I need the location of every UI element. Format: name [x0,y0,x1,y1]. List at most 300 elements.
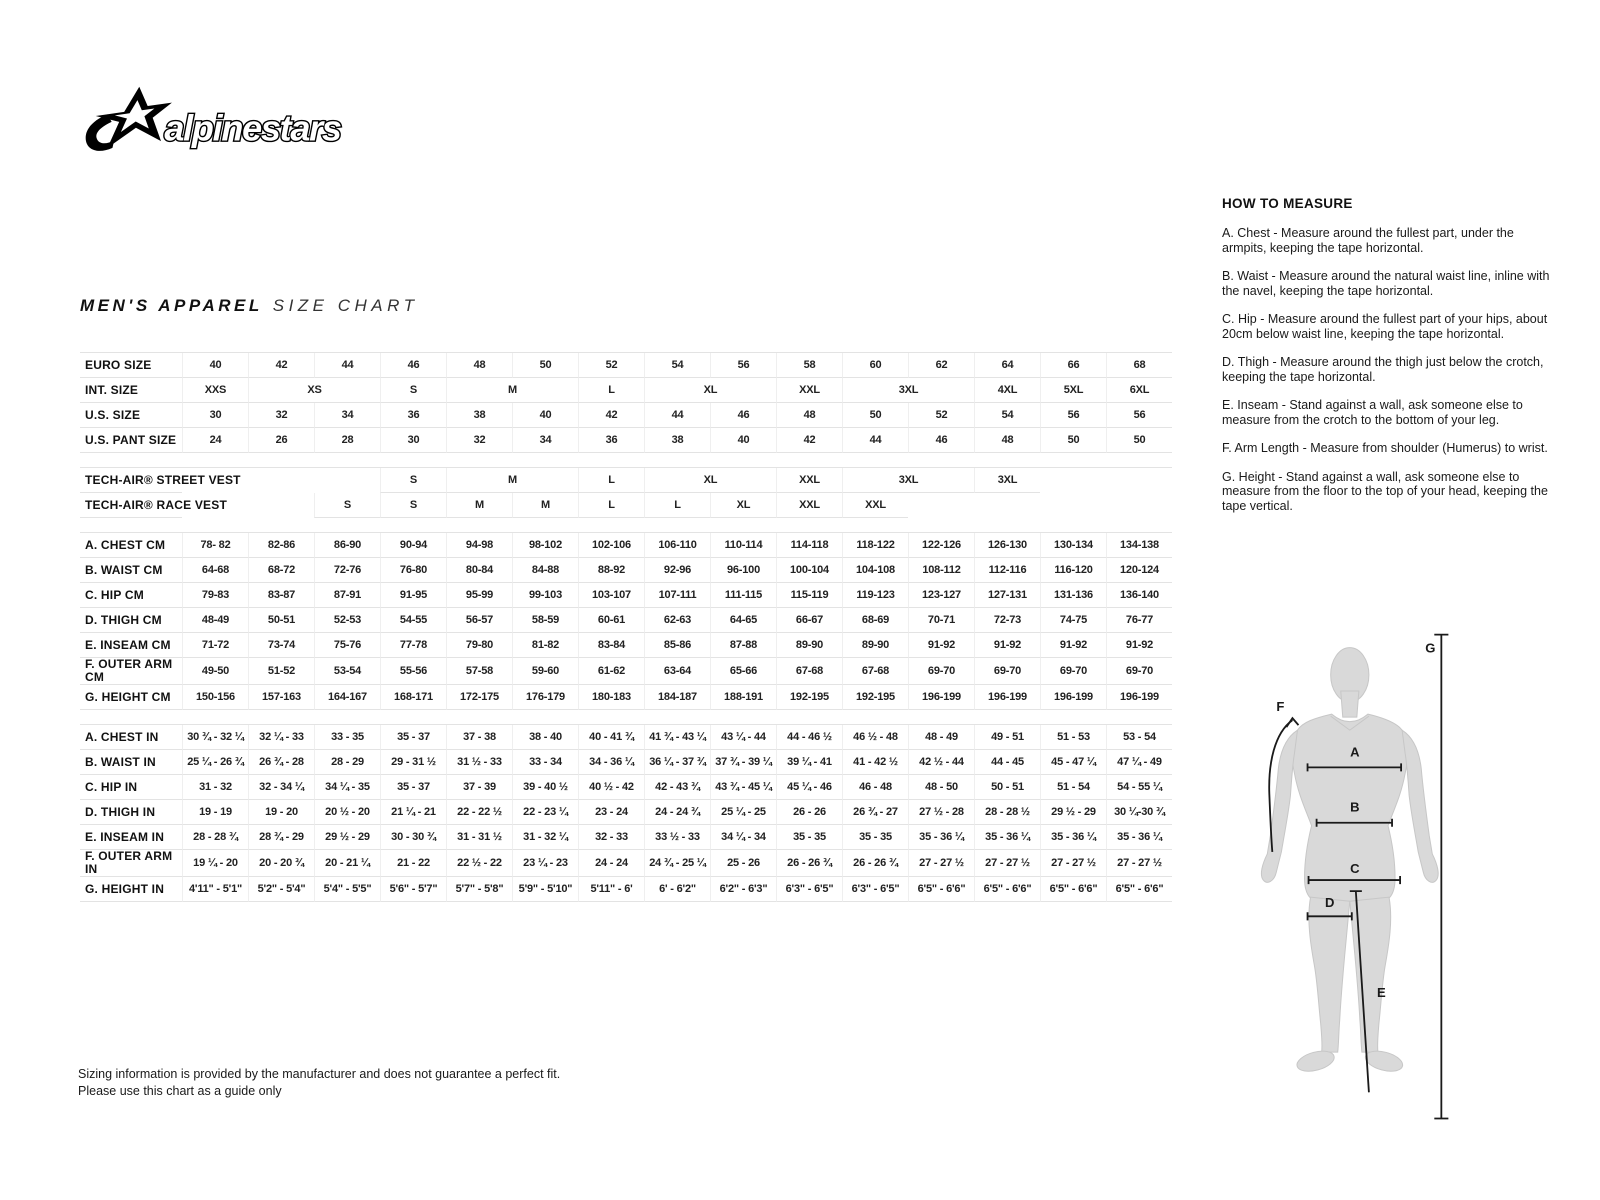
table-cell: 4XL [974,378,1040,403]
table-cell: 81-82 [512,633,578,658]
table-cell: 52 [578,353,644,378]
table-cell: 75-76 [314,633,380,658]
table-cell: 48 [974,428,1040,453]
table-cell: 54 [974,403,1040,428]
row-label: G. HEIGHT IN [80,877,182,902]
table-row [80,583,1172,608]
table-cell: 26 ¾ - 28 [248,750,314,775]
table-cell: S [380,468,446,493]
table-cell: 150-156 [182,685,248,710]
table-cell: 83-84 [578,633,644,658]
table-cell: 20 - 21 ¼ [314,850,380,877]
measure-instruction: C. Hip - Measure around the fullest part of your hips, about 20cm below waist line, keeping the tape horizontal. [1222,312,1548,341]
table-cell: 38 [644,428,710,453]
table-cell: S [314,493,380,518]
table-cell: 69-70 [974,658,1040,685]
alpinestars-logo [84,84,352,164]
table-cell: 46 - 48 [842,775,908,800]
table-cell: 28 - 28 ½ [974,800,1040,825]
table-cell: 55-56 [380,658,446,685]
logo-wordmark: alpinestars [164,107,341,149]
table-cell: 30 ¼-30 ¾ [1106,800,1172,825]
table-cell: 136-140 [1106,583,1172,608]
table-cell: 43 ¼ - 44 [710,725,776,750]
table-cell: 65-66 [710,658,776,685]
figure-label-thigh: D [1324,895,1335,911]
measure-instruction: G. Height - Stand against a wall, ask someone else to measure from the floor to the top of your head, keeping the tape vertical. [1222,469,1548,513]
table-cell: 19 ¼ - 20 [182,850,248,877]
table-cell: 35 - 36 ¼ [1106,825,1172,850]
table-cell: 84-88 [512,558,578,583]
table-cell: 35 - 37 [380,725,446,750]
table-row [80,493,1172,518]
table-cell: 45 - 47 ¼ [1040,750,1106,775]
table-cell: 67-68 [842,658,908,685]
table-cell: 69-70 [908,658,974,685]
table-cell: 106-110 [644,533,710,558]
table-group-sizes [80,352,1172,453]
table-cell: 188-191 [710,685,776,710]
measure-instruction: A. Chest - Measure around the fullest part, under the armpits, keeping the tape horizontal. [1222,226,1514,255]
table-cell: L [578,468,644,493]
how-to-measure-panel [1222,196,1552,527]
table-cell: 68 [1106,353,1172,378]
table-cell: 46 [908,428,974,453]
row-label: TECH-AIR® STREET VEST [80,468,182,493]
table-cell: 62-63 [644,608,710,633]
table-cell: 48 - 49 [908,725,974,750]
table-cell: 48 - 50 [908,775,974,800]
table-cell: 25 ¼ - 26 ¾ [182,750,248,775]
table-cell: 30 [380,428,446,453]
table-cell: 29 ½ - 29 [314,825,380,850]
table-cell: 36 [380,403,446,428]
table-cell: 35 - 36 ¼ [908,825,974,850]
table-cell: 40 [710,428,776,453]
table-cell: 91-92 [974,633,1040,658]
table-cell: 60 [842,353,908,378]
table-cell: 56 [710,353,776,378]
table-cell: 30 ¾ - 32 ¼ [182,725,248,750]
table-cell: 44 [314,353,380,378]
table-cell: 56-57 [446,608,512,633]
table-cell: 89-90 [776,633,842,658]
table-cell: 47 ¼ - 49 [1106,750,1172,775]
row-label: G. HEIGHT CM [80,685,182,710]
table-cell: 71-72 [182,633,248,658]
row-label: TECH-AIR® RACE VEST [80,493,182,518]
table-cell: 44 [644,403,710,428]
table-cell: 32 [248,403,314,428]
table-cell: 37 - 38 [446,725,512,750]
table-cell: 20 - 20 ¾ [248,850,314,877]
table-cell: 43 ¾ - 45 ¼ [710,775,776,800]
row-label: A. CHEST IN [80,725,182,750]
table-cell: 89-90 [842,633,908,658]
table-cell: 123-127 [908,583,974,608]
table-cell: 62 [908,353,974,378]
row-label: EURO SIZE [80,353,182,378]
table-cell: 32 - 33 [578,825,644,850]
table-cell: 78- 82 [182,533,248,558]
table-cell: 19 - 19 [182,800,248,825]
table-cell: 48 [776,403,842,428]
table-cell: 91-95 [380,583,446,608]
table-cell: 82-86 [248,533,314,558]
table-cell: 196-199 [908,685,974,710]
table-cell: 31 - 32 ¼ [512,825,578,850]
table-cell: 6'2" - 6'3" [710,877,776,902]
measure-instruction: D. Thigh - Measure around the thigh just below the crotch, keeping the tape horizontal. [1222,355,1544,384]
how-to-measure-title: HOW TO MEASURE [1222,196,1353,211]
table-cell: 157-163 [248,685,314,710]
table-cell: 79-80 [446,633,512,658]
table-cell: XS [248,378,380,403]
table-cell: 168-171 [380,685,446,710]
table-cell: S [380,493,446,518]
table-cell: 196-199 [1040,685,1106,710]
table-cell: 36 ¼ - 37 ¾ [644,750,710,775]
table-cell: 122-126 [908,533,974,558]
table-cell: 23 - 24 [578,800,644,825]
table-cell: 6'3" - 6'5" [842,877,908,902]
table-cell: 64-68 [182,558,248,583]
table-cell: 50 [1040,428,1106,453]
table-row [80,877,1172,902]
table-cell: 77-78 [380,633,446,658]
table-cell: 40 [182,353,248,378]
table-cell: L [644,493,710,518]
table-cell: 54 - 55 ¼ [1106,775,1172,800]
table-cell: 131-136 [1040,583,1106,608]
table-cell: 34 [512,428,578,453]
table-cell: 56 [1040,403,1106,428]
table-row [80,725,1172,750]
table-cell: 6'5" - 6'6" [974,877,1040,902]
table-cell: M [446,468,578,493]
table-cell: 35 - 36 ¼ [1040,825,1106,850]
table-cell: 36 [578,428,644,453]
figure-label-hip: C [1350,861,1360,877]
table-cell: 176-179 [512,685,578,710]
table-cell: 24 - 24 ¾ [644,800,710,825]
table-cell: M [512,493,578,518]
table-cell: 72-76 [314,558,380,583]
table-cell: 46 [380,353,446,378]
table-group-in [80,724,1172,902]
table-cell: 42 [578,403,644,428]
table-cell: 3XL [974,468,1040,493]
table-cell: 52 [908,403,974,428]
table-cell: M [446,493,512,518]
table-row [80,353,1172,378]
table-cell: 33 - 34 [512,750,578,775]
table-cell: 27 - 27 ½ [1040,850,1106,877]
table-cell: 100-104 [776,558,842,583]
table-cell: 130-134 [1040,533,1106,558]
table-cell: 72-73 [974,608,1040,633]
table-cell: 76-77 [1106,608,1172,633]
table-cell: 57-58 [446,658,512,685]
table-cell: 172-175 [446,685,512,710]
table-cell: 54 [644,353,710,378]
table-cell: 88-92 [578,558,644,583]
table-cell: 32 ¼ - 33 [248,725,314,750]
body-silhouette-icon [1218,612,1550,1121]
table-group-cm [80,532,1172,710]
table-cell: 52-53 [314,608,380,633]
table-cell: 26 ¾ - 27 [842,800,908,825]
table-cell: 46 ½ - 48 [842,725,908,750]
table-cell: 118-122 [842,533,908,558]
table-cell: 21 ¼ - 21 [380,800,446,825]
table-cell: 50 [842,403,908,428]
row-label: F. OUTER ARM CM [80,658,182,685]
table-cell: 196-199 [1106,685,1172,710]
table-cell: L [578,493,644,518]
table-cell: 126-130 [974,533,1040,558]
table-cell: 87-91 [314,583,380,608]
table-cell: 92-96 [644,558,710,583]
table-cell: 26 - 26 [776,800,842,825]
table-cell: 70-71 [908,608,974,633]
table-cell: 58-59 [512,608,578,633]
row-label: F. OUTER ARM IN [80,850,182,877]
table-cell: 46 [710,403,776,428]
table-cell: 5'2" - 5'4" [248,877,314,902]
table-row [80,403,1172,428]
table-cell: 111-115 [710,583,776,608]
table-cell: 59-60 [512,658,578,685]
table-cell: 51 - 54 [1040,775,1106,800]
disclaimer-line-2: Please use this chart as a guide only [78,1084,282,1098]
table-cell: 37 - 39 [446,775,512,800]
table-cell: 51 - 53 [1040,725,1106,750]
table-cell: 29 - 31 ½ [380,750,446,775]
table-cell: 86-90 [314,533,380,558]
table-cell: 76-80 [380,558,446,583]
table-cell: XL [710,493,776,518]
table-cell: 40 [512,403,578,428]
table-row [80,608,1172,633]
disclaimer [78,1066,560,1100]
disclaimer-line-1: Sizing information is provided by the manufacturer and does not guarantee a perfect fit. [78,1067,561,1081]
table-cell: 91-92 [1040,633,1106,658]
table-cell: 6'5" - 6'6" [908,877,974,902]
figure-label-arm: F [1276,699,1285,715]
table-cell: 61-62 [578,658,644,685]
table-row [80,775,1172,800]
table-cell: 25 - 26 [710,850,776,877]
page-title [80,296,419,316]
table-cell: 27 - 27 ½ [974,850,1040,877]
table-cell: 66 [1040,353,1106,378]
table-cell: 66-67 [776,608,842,633]
table-group-tech-air [80,467,1172,518]
table-cell: 27 - 27 ½ [908,850,974,877]
table-cell: 91-92 [908,633,974,658]
row-label: C. HIP CM [80,583,182,608]
row-label: B. WAIST IN [80,750,182,775]
table-row [80,428,1172,453]
table-cell: XL [644,468,776,493]
table-cell: 26 - 26 ¾ [842,850,908,877]
alpinestars-logo-icon [84,84,352,164]
table-cell: 49 - 51 [974,725,1040,750]
table-row [80,750,1172,775]
table-cell: 39 - 40 ½ [512,775,578,800]
table-cell: 31 - 31 ½ [446,825,512,850]
table-cell: 67-68 [776,658,842,685]
table-row [80,468,1172,493]
table-cell: 28 - 28 ¾ [182,825,248,850]
figure-label-waist: B [1350,799,1360,815]
table-row [80,800,1172,825]
table-cell: 98-102 [512,533,578,558]
table-cell: 42 [248,353,314,378]
table-cell: 44 [842,428,908,453]
table-cell: 44 - 45 [974,750,1040,775]
table-cell: 35 - 35 [776,825,842,850]
table-cell: 53-54 [314,658,380,685]
table-cell: 60-61 [578,608,644,633]
table-cell: 134-138 [1106,533,1172,558]
table-cell: 6'5" - 6'6" [1106,877,1172,902]
table-cell: 5'7" - 5'8" [446,877,512,902]
row-label: B. WAIST CM [80,558,182,583]
row-label: U.S. SIZE [80,403,182,428]
table-cell: 73-74 [248,633,314,658]
table-cell: 192-195 [776,685,842,710]
table-cell: 32 - 34 ¼ [248,775,314,800]
table-cell: 34 [314,403,380,428]
table-cell: 48 [446,353,512,378]
table-cell: 22 - 22 ½ [446,800,512,825]
table-cell: XXL [776,378,842,403]
table-cell: 5'11" - 6' [578,877,644,902]
table-cell: 41 - 42 ½ [842,750,908,775]
table-cell: 94-98 [446,533,512,558]
table-cell: 63-64 [644,658,710,685]
table-cell: 90-94 [380,533,446,558]
table-cell: 37 ¾ - 39 ¼ [710,750,776,775]
table-cell: 74-75 [1040,608,1106,633]
row-label: D. THIGH IN [80,800,182,825]
table-cell: 180-183 [578,685,644,710]
table-cell: 21 - 22 [380,850,446,877]
table-cell: 35 - 37 [380,775,446,800]
table-cell: 127-131 [974,583,1040,608]
table-cell: 41 ¾ - 43 ¼ [644,725,710,750]
table-cell: 44 - 46 ½ [776,725,842,750]
table-cell: 102-106 [578,533,644,558]
table-cell: 119-123 [842,583,908,608]
table-cell: 40 - 41 ¾ [578,725,644,750]
figure-label-inseam: E [1376,984,1386,1000]
table-cell: 4'11" - 5'1" [182,877,248,902]
table-cell: 114-118 [776,533,842,558]
table-cell: 26 [248,428,314,453]
row-label: E. INSEAM CM [80,633,182,658]
table-cell: 56 [1106,403,1172,428]
table-cell: 5'4" - 5'5" [314,877,380,902]
table-cell: 164-167 [314,685,380,710]
table-cell: 45 ¼ - 46 [776,775,842,800]
table-cell: 69-70 [1040,658,1106,685]
table-row [80,658,1172,685]
row-label: D. THIGH CM [80,608,182,633]
table-cell: 34 - 36 ¼ [578,750,644,775]
table-cell: 112-116 [974,558,1040,583]
table-cell: 28 - 29 [314,750,380,775]
table-cell: 6XL [1106,378,1172,403]
table-cell: 103-107 [578,583,644,608]
table-cell: 68-72 [248,558,314,583]
table-cell: 24 [182,428,248,453]
table-cell: 99-103 [512,583,578,608]
table-cell: XL [644,378,776,403]
table-cell: 34 ¼ - 35 [314,775,380,800]
table-cell: 5'6" - 5'7" [380,877,446,902]
table-cell: 33 - 35 [314,725,380,750]
table-cell: 38 - 40 [512,725,578,750]
table-cell: 31 - 32 [182,775,248,800]
measure-instruction: F. Arm Length - Measure from shoulder (Humerus) to wrist. [1222,441,1548,455]
table-cell: 83-87 [248,583,314,608]
table-row [80,633,1172,658]
table-cell: 27 - 27 ½ [1106,850,1172,877]
table-cell: 33 ½ - 33 [644,825,710,850]
table-row [80,533,1172,558]
page-title-sub: SIZE CHART [272,296,419,315]
table-cell: 54-55 [380,608,446,633]
table-cell: 50-51 [248,608,314,633]
table-cell: 120-124 [1106,558,1172,583]
table-cell: 22 ½ - 22 [446,850,512,877]
table-row [80,558,1172,583]
table-cell: 3XL [842,468,974,493]
table-cell: 5XL [1040,378,1106,403]
table-cell: 184-187 [644,685,710,710]
row-label: INT. SIZE [80,378,182,403]
table-cell: 68-69 [842,608,908,633]
table-cell: 58 [776,353,842,378]
table-cell: 87-88 [710,633,776,658]
table-cell: 6' - 6'2" [644,877,710,902]
table-cell: 79-83 [182,583,248,608]
table-cell: 95-99 [446,583,512,608]
table-cell: 104-108 [842,558,908,583]
table-cell: 42 - 43 ¾ [644,775,710,800]
table-cell: XXS [182,378,248,403]
table-cell: 3XL [842,378,974,403]
table-cell: M [446,378,578,403]
table-cell: 35 - 35 [842,825,908,850]
table-cell: 110-114 [710,533,776,558]
table-cell: 42 [776,428,842,453]
table-cell: 26 - 26 ¾ [776,850,842,877]
table-cell: 32 [446,428,512,453]
table-row [80,850,1172,877]
measurement-figure [1218,612,1550,1121]
page-title-main: MEN'S APPAREL [80,296,263,315]
table-cell: 116-120 [1040,558,1106,583]
table-cell: 108-112 [908,558,974,583]
table-cell: 50 [512,353,578,378]
measure-list [1222,226,1552,513]
table-cell: 30 - 30 ¾ [380,825,446,850]
row-label: U.S. PANT SIZE [80,428,182,453]
